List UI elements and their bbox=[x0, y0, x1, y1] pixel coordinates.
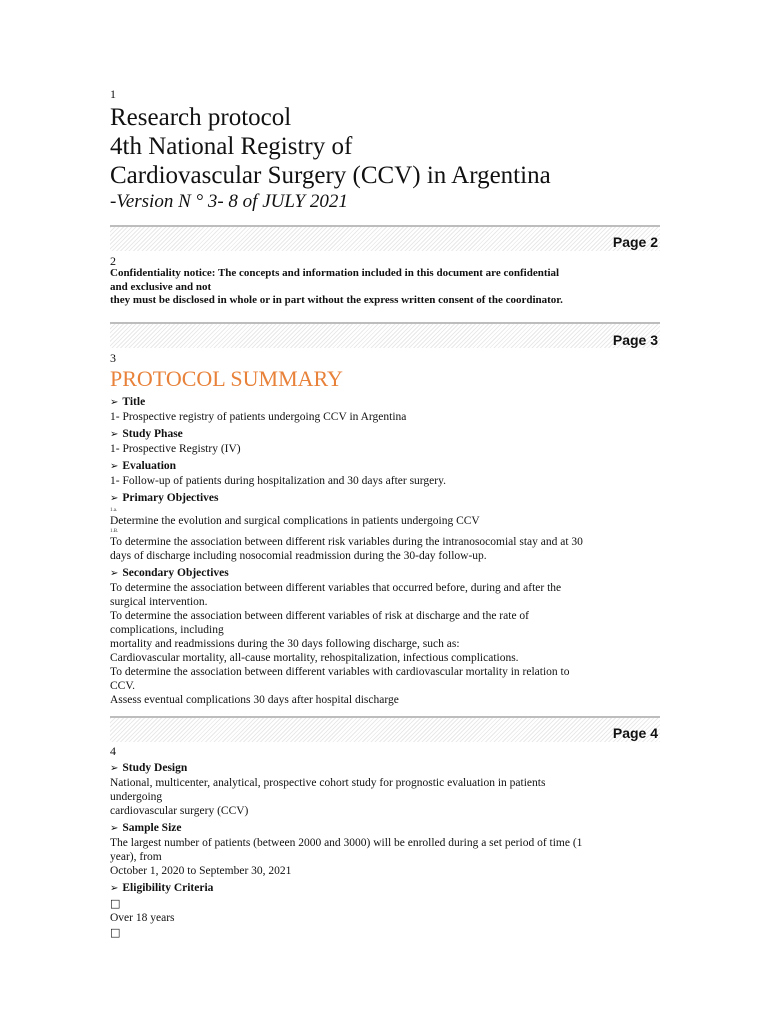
section-title-heading bbox=[110, 395, 660, 410]
confidentiality-line-3: they must be disclosed in whole or in part without the express written consent of the coordinator. bbox=[110, 294, 563, 306]
secondary-line: CCV. bbox=[110, 680, 136, 692]
title-line-2: 4th National Registry of bbox=[110, 133, 353, 160]
section-label: Sample Size bbox=[122, 822, 182, 834]
evaluation-text: 1- Follow-up of patients during hospitalization and 30 days after surgery. bbox=[110, 475, 446, 487]
checkbox-icon: □ bbox=[110, 926, 121, 939]
design-line: cardiovascular surgery (CCV) bbox=[110, 805, 249, 817]
design-line: National, multicenter, analytical, prospective cohort study for prognostic evaluation in patients bbox=[110, 777, 546, 789]
secondary-line: Assess eventual complications 30 days after hospital discharge bbox=[110, 694, 399, 706]
sample-line: The largest number of patients (between 2000 and 3000) will be enrolled during a set period of time (1 bbox=[110, 837, 583, 849]
arrow-bullet-icon: ➢ bbox=[110, 429, 119, 440]
sample-line: October 1, 2020 to September 30, 2021 bbox=[110, 865, 292, 877]
section-evaluation-heading bbox=[110, 459, 660, 474]
arrow-bullet-icon: ➢ bbox=[110, 883, 119, 894]
sample-line: year), from bbox=[110, 851, 162, 863]
section-phase-heading bbox=[110, 427, 660, 442]
section-label: Evaluation bbox=[122, 460, 177, 472]
page-label-4: Page 4 bbox=[612, 725, 658, 741]
primary-marker-b: 1.B. bbox=[110, 529, 119, 534]
secondary-line: Cardiovascular mortality, all-cause mortality, rehospitalization, infectious complications. bbox=[110, 652, 519, 664]
version-line: -Version N ° 3- 8 of JULY 2021 bbox=[110, 191, 348, 212]
section-eligibility-heading bbox=[110, 881, 660, 896]
section-secondary-heading bbox=[110, 566, 660, 581]
page-number-1: 1 bbox=[110, 87, 116, 101]
arrow-bullet-icon: ➢ bbox=[110, 823, 119, 834]
secondary-line: surgical intervention. bbox=[110, 596, 208, 608]
protocol-summary-body bbox=[110, 395, 660, 707]
title-line-1: Research protocol bbox=[110, 104, 292, 131]
primary-marker-a: 1.a. bbox=[110, 508, 118, 513]
section-primary-heading bbox=[110, 491, 660, 506]
secondary-line: To determine the association between different variables with cardiovascular mortality in relation to bbox=[110, 666, 570, 678]
arrow-bullet-icon: ➢ bbox=[110, 397, 119, 408]
page-number-3: 3 bbox=[110, 351, 116, 365]
section-sample-heading bbox=[110, 821, 660, 836]
primary-objective-b-line-2: days of discharge including nosocomial readmission during the 30-day follow-up. bbox=[110, 550, 487, 562]
primary-objective-b-line-1: To determine the association between different risk variables during the intranosocomial stay and at 30 bbox=[110, 536, 583, 548]
primary-objective-a: Determine the evolution and surgical complications in patients undergoing CCV bbox=[110, 515, 480, 527]
page-label-3: Page 3 bbox=[612, 332, 658, 348]
title-text: 1- Prospective registry of patients undergoing CCV in Argentina bbox=[110, 411, 407, 423]
arrow-bullet-icon: ➢ bbox=[110, 568, 119, 579]
secondary-line: complications, including bbox=[110, 624, 224, 636]
arrow-bullet-icon: ➢ bbox=[110, 461, 119, 472]
confidentiality-line-1: Confidentiality notice: The concepts and information included in this document are confidential bbox=[110, 267, 560, 279]
protocol-summary-heading: PROTOCOL SUMMARY bbox=[110, 366, 343, 391]
section-label: Secondary Objectives bbox=[122, 567, 229, 579]
section-label: Study Design bbox=[122, 762, 188, 774]
secondary-line: To determine the association between different variables of risk at discharge and the rate of bbox=[110, 610, 529, 622]
phase-text: 1- Prospective Registry (IV) bbox=[110, 443, 241, 455]
section-design-heading bbox=[110, 761, 660, 776]
section-label: Study Phase bbox=[122, 428, 183, 440]
page-number-2: 2 bbox=[110, 254, 116, 268]
arrow-bullet-icon: ➢ bbox=[110, 763, 119, 774]
eligibility-item: Over 18 years bbox=[110, 912, 175, 924]
document-title bbox=[110, 103, 660, 190]
confidentiality-line-2: and exclusive and not bbox=[110, 280, 212, 293]
page-label-2: Page 2 bbox=[612, 234, 658, 250]
checkbox-icon: □ bbox=[110, 897, 121, 910]
section-label: Title bbox=[122, 396, 146, 408]
secondary-line: To determine the association between different variables that occurred before, during and after the bbox=[110, 582, 562, 594]
title-line-3: Cardiovascular Surgery (CCV) in Argentina bbox=[110, 162, 551, 189]
secondary-line: mortality and readmissions during the 30 days following discharge, such as: bbox=[110, 638, 460, 650]
section-label: Primary Objectives bbox=[122, 492, 219, 504]
page-4-body bbox=[110, 761, 660, 940]
confidentiality-notice bbox=[110, 267, 660, 308]
arrow-bullet-icon: ➢ bbox=[110, 493, 119, 504]
page-number-4: 4 bbox=[110, 744, 116, 758]
section-label: Eligibility Criteria bbox=[122, 882, 214, 894]
design-line: undergoing bbox=[110, 791, 163, 803]
